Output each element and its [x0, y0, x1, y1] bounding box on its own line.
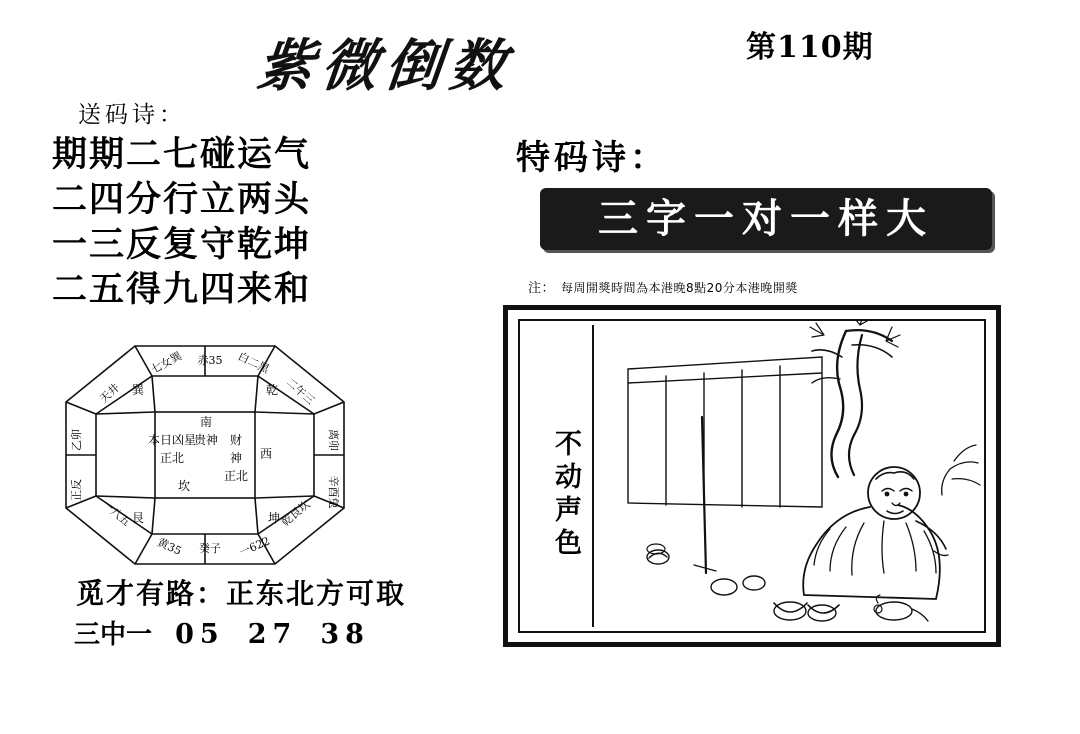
poem-line: 一三反复守乾坤 — [52, 224, 312, 265]
find-label: 觅才有路： — [76, 577, 227, 610]
bagua-diagram — [60, 340, 350, 570]
pick-number: 05 — [175, 619, 225, 650]
bagua-ring-label: 七女巽 — [148, 349, 184, 377]
bagua-ring-label: 乾艮坎 — [278, 497, 313, 529]
bagua-ring-label: 乙卯 — [70, 429, 83, 451]
bagua-center-label: 正北 — [223, 469, 249, 483]
note-line — [528, 277, 798, 296]
bagua-ring-label: 辛酉兔 — [327, 475, 340, 509]
find-direction — [76, 572, 406, 612]
bagua-corner-label: 艮 — [131, 511, 145, 525]
bagua-center-label: 财 — [229, 433, 243, 447]
find-value: 正东北方可取 — [226, 577, 407, 610]
bagua-ring-label: 黄35 — [155, 535, 184, 558]
teima-banner — [540, 188, 992, 250]
poem-block — [52, 132, 382, 312]
bagua-ring-label: 白二黑 — [235, 349, 272, 376]
note-text: 每周開獎時間為本港晚8點20分本港晚開獎 — [561, 281, 798, 295]
poem-line: 二五得九四来和 — [52, 269, 312, 310]
bagua-corner-label: 乾 — [265, 383, 279, 397]
bagua-center-label: 神 — [229, 451, 243, 465]
pick-label: 三中一 — [74, 620, 153, 650]
bagua-ring-label: 癸子 — [199, 542, 221, 555]
illustration-caption: 不动声色 — [550, 429, 581, 561]
poem-line: 期期二七碰运气 — [52, 134, 312, 175]
poem-line: 二四分行立两头 — [52, 179, 312, 220]
teima-banner-text: 三字一对一样大 — [598, 195, 934, 242]
page-title: 紫微倒数 — [254, 33, 518, 99]
pick-number: 27 — [247, 619, 298, 650]
bagua-center-label: 坎 — [177, 479, 191, 493]
bagua-center-label: 贵神 — [193, 433, 219, 447]
bagua-ring-label: 一八五 — [99, 497, 134, 529]
bagua-center-label: 南 — [199, 415, 213, 429]
bagua-center-label: 正北 — [159, 451, 185, 465]
bagua-ring-label: 一622 — [237, 534, 272, 560]
teima-label: 特码诗： — [516, 138, 668, 178]
bagua-ring-label: 正反 — [70, 479, 83, 501]
poem-label: 送码诗： — [78, 102, 186, 128]
note-lead: 注： — [528, 281, 556, 296]
bagua-ring-label: 离卯 — [327, 429, 340, 451]
illustration-frame — [503, 305, 1001, 647]
bagua-ring-label: 赤35 — [197, 354, 223, 367]
pick-numbers-row — [74, 614, 370, 651]
bagua-center-label: 本日凶星 — [147, 433, 197, 447]
illustration-inner — [518, 319, 986, 633]
bagua-corner-label: 巽 — [131, 383, 145, 397]
illustration-scene — [594, 321, 984, 631]
pick-number: 38 — [320, 619, 370, 650]
bagua-center-label: 西 — [259, 447, 273, 461]
bagua-corner-label: 坤 — [267, 511, 281, 525]
issue-number: 第110期 — [746, 30, 874, 65]
bagua-ring-label: 天井 — [97, 381, 123, 406]
bagua-ring-label: 二午三 — [283, 375, 317, 408]
